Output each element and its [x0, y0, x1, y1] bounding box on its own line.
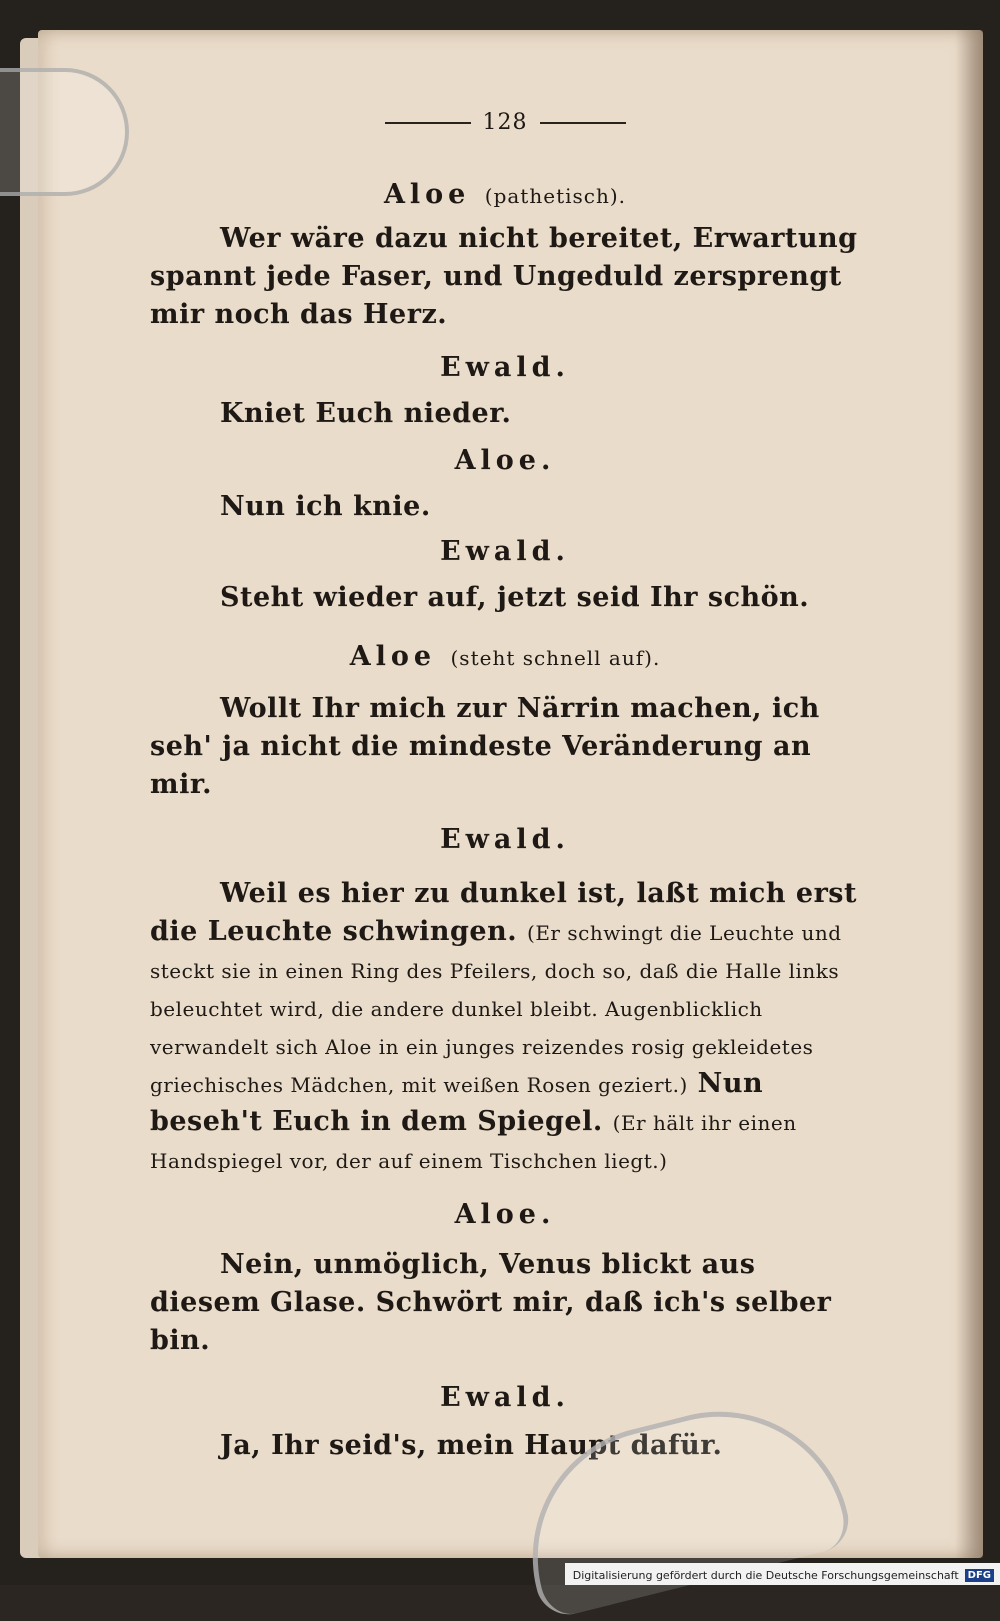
page-content	[150, 110, 860, 1465]
speaker-name: Ewald.	[440, 352, 570, 383]
stage-direction: (Er schwingt die Leuchte und steckt sie in einen Ring des Pfeilers, doch so, daß die Halle links beleuchtet wird, die andere dunkel bleibt. Augenblicklich verwandelt sich Aloe in ein junges reizendes rosig gekleidetes griechisches Mädchen, mit weißen Rosen geziert.)	[150, 921, 842, 1097]
dfg-logo: DFG	[965, 1569, 994, 1582]
speech-text: Wollt Ihr mich zur Närrin machen, ich seh' ja nicht die mindeste Veränderung an mir.	[150, 693, 820, 800]
speech-text: Nein, unmöglich, Venus blickt aus diesem Glase. Schwört mir, daß ich's selber bin.	[150, 1249, 832, 1356]
speech-text: Nun ich knie.	[220, 491, 431, 522]
speaker-name: Ewald.	[440, 536, 570, 567]
header-rule-right	[540, 122, 626, 124]
speaker-line	[150, 641, 860, 672]
paper-clip-top	[0, 68, 129, 196]
header-rule-left	[385, 122, 471, 124]
stage-direction: (Er hält ihr einen Handspiegel vor, der auf einem Tischchen liegt.)	[150, 1111, 797, 1173]
speech-text: Wer wäre dazu nicht bereitet, Erwartung spannt jede Faser, und Ungeduld zersprengt mir noch das Herz.	[150, 223, 858, 330]
speaker-name: Ewald.	[440, 1382, 570, 1413]
speaker-name: Aloe	[383, 179, 471, 210]
speech-text: Ja, Ihr seid's, mein Haupt dafür.	[220, 1430, 723, 1461]
speech-text: Nun beseh't Euch in dem Spiegel.	[150, 1068, 764, 1137]
speaker-line	[150, 179, 860, 210]
stage-direction: (steht schnell auf).	[450, 646, 661, 670]
page-number-header	[185, 110, 825, 135]
footer-text: Digitalisierung gefördert durch die Deutsche Forschungsgemeinschaft	[572, 1568, 959, 1582]
stage-direction: (pathetisch).	[484, 184, 627, 208]
page-number: 128	[482, 110, 528, 135]
speech-with-stage-directions	[150, 875, 860, 1179]
speech-text: Kniet Euch nieder.	[220, 398, 512, 429]
digitization-footer	[565, 1563, 1000, 1585]
speaker-name: Aloe.	[454, 1199, 556, 1230]
speaker-name: Aloe.	[454, 445, 556, 476]
speaker-name: Aloe	[349, 641, 437, 672]
speech-text: Steht wieder auf, jetzt seid Ihr schön.	[220, 582, 810, 613]
speech-text: Weil es hier zu dunkel ist, laßt mich erst die Leuchte schwingen.	[150, 878, 857, 947]
speaker-name: Ewald.	[440, 824, 570, 855]
